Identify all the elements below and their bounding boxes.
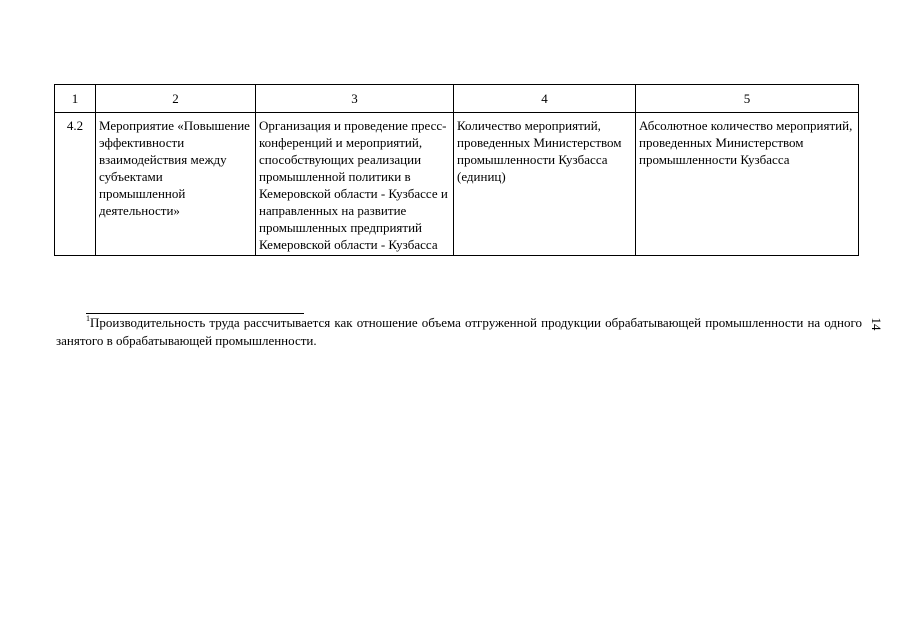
column-header-5: 5 xyxy=(636,85,859,113)
footnote-text: Производительность труда рассчитывается как отношение объема отгруженной продукции обрабатывающей промышленности на одного занятого в обрабатывающей промышленности. xyxy=(56,315,862,348)
page-number: 14 xyxy=(869,317,884,331)
indicator-cell: Количество мероприятий, проведенных Министерством промышленности Кузбасса (единиц) xyxy=(454,113,636,256)
row-number-cell: 4.2 xyxy=(55,113,96,256)
column-header-2: 2 xyxy=(96,85,256,113)
column-header-3: 3 xyxy=(256,85,454,113)
calculation-method-cell: Абсолютное количество мероприятий, проведенных Министерством промышленности Кузбасса xyxy=(636,113,859,256)
footnote-marker: 1 xyxy=(86,314,90,323)
indicators-table xyxy=(54,84,859,256)
column-header-1: 1 xyxy=(55,85,96,113)
table-row xyxy=(55,113,859,256)
event-name-cell: Мероприятие «Повышение эффективности взаимодействия между субъектами промышленной деятельности» xyxy=(96,113,256,256)
column-header-4: 4 xyxy=(454,85,636,113)
table-header-row xyxy=(55,85,859,113)
footnote xyxy=(56,314,862,350)
event-description-cell: Организация и проведение пресс-конференций и мероприятий, способствующих реализации промышленной политики в Кемеровской области - Кузбассе и направленных на развитие промышленных предприятий Кемеровской области - Кузбасса xyxy=(256,113,454,256)
